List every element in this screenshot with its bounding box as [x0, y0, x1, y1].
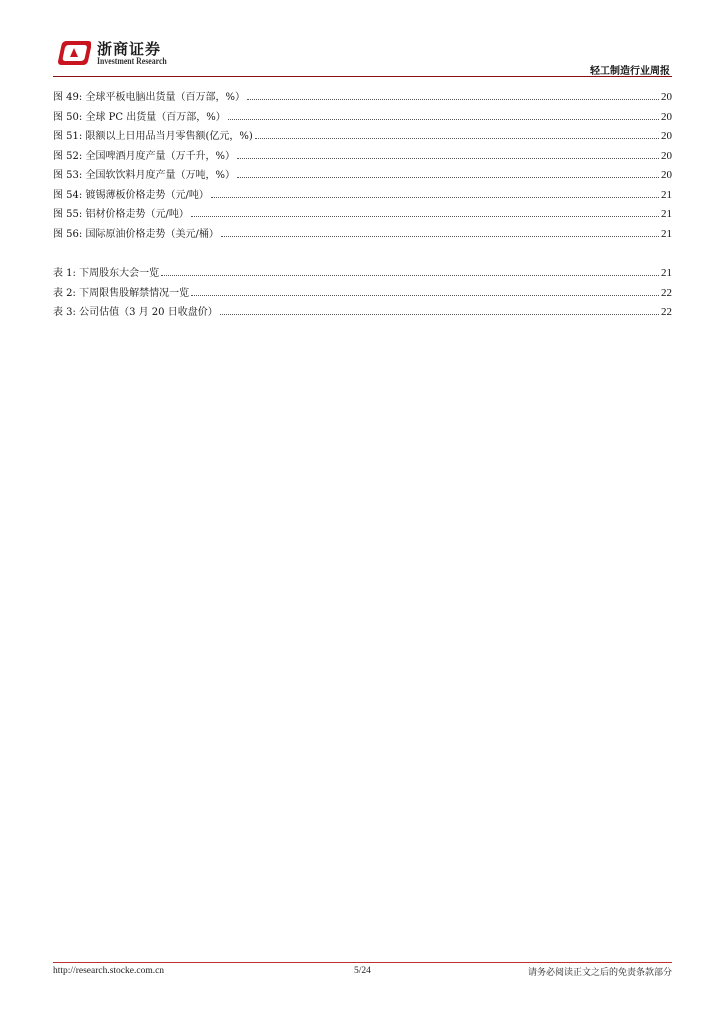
- figure-entry-53[interactable]: [53, 166, 672, 186]
- header-divider: [53, 76, 672, 77]
- entry-page: 21: [661, 227, 672, 240]
- figure-entry-50[interactable]: [53, 108, 672, 128]
- entry-page: 20: [661, 91, 672, 103]
- figure-entry-54[interactable]: [53, 186, 672, 206]
- entry-page: 21: [661, 208, 672, 220]
- entry-label: 图 54: 镀锡薄板价格走势（元/吨）: [53, 189, 209, 201]
- figure-entry-56[interactable]: [53, 225, 672, 245]
- dot-leader: [255, 130, 659, 139]
- company-logo-icon: [57, 38, 91, 68]
- entry-page: 21: [661, 188, 672, 201]
- report-type-label: 轻工制造行业周报: [590, 66, 670, 77]
- table-entry-2[interactable]: [53, 284, 672, 304]
- dot-leader: [220, 306, 659, 315]
- entry-label: 图 51: 限额以上日用品当月零售额(亿元，%): [53, 131, 253, 142]
- table-entry-1[interactable]: [53, 264, 672, 284]
- entry-page: 20: [661, 130, 672, 142]
- figure-entry-52[interactable]: [53, 147, 672, 167]
- entry-page: 22: [661, 286, 672, 299]
- figure-entry-55[interactable]: [53, 205, 672, 225]
- table-entry-3[interactable]: [53, 303, 672, 323]
- entry-label: 表 2: 下周限售股解禁情况一览: [53, 287, 190, 299]
- table-list: [53, 264, 672, 323]
- company-name-cn: 浙商证券: [97, 40, 162, 58]
- footer-url-link[interactable]: http://research.stocke.com.cn: [53, 966, 165, 976]
- entry-label: 图 53: 全国软饮料月度产量（万吨，%）: [53, 170, 235, 181]
- dot-leader: [191, 287, 659, 296]
- entry-label: 图 52: 全国啤酒月度产量（万千升，%）: [53, 150, 235, 162]
- dot-leader: [211, 189, 659, 198]
- dot-leader: [191, 208, 659, 217]
- entry-page: 21: [661, 267, 672, 279]
- figure-entry-51[interactable]: [53, 127, 672, 147]
- entry-label: 图 55: 铝材价格走势（元/吨）: [53, 209, 189, 220]
- dot-leader: [237, 169, 659, 178]
- entry-label: 表 3: 公司估值（3 月 20 日收盘价）: [53, 307, 218, 318]
- figure-list: [53, 88, 672, 244]
- company-name-en: Investment Research: [97, 57, 167, 67]
- entry-page: 20: [661, 149, 672, 162]
- dot-leader: [228, 111, 659, 120]
- entry-page: 22: [661, 306, 672, 318]
- entry-label: 图 49: 全球平板电脑出货量（百万部，%）: [53, 92, 245, 103]
- dot-leader: [221, 228, 659, 237]
- entry-page: 20: [661, 169, 672, 181]
- dot-leader: [247, 91, 659, 100]
- entry-page: 20: [661, 110, 672, 123]
- page-number: 5/24: [354, 966, 371, 976]
- entry-label: 图 50: 全球 PC 出货量（百万部，%）: [53, 111, 226, 123]
- dot-leader: [237, 150, 659, 159]
- page-header: [53, 34, 672, 78]
- entry-label: 图 56: 国际原油价格走势（美元/桶）: [53, 228, 219, 240]
- dot-leader: [161, 267, 659, 276]
- disclaimer-note: 请务必阅读正文之后的免责条款部分: [527, 968, 672, 978]
- figure-entry-49[interactable]: [53, 88, 672, 108]
- footer-divider: [53, 962, 672, 963]
- entry-label: 表 1: 下周股东大会一览: [53, 268, 160, 279]
